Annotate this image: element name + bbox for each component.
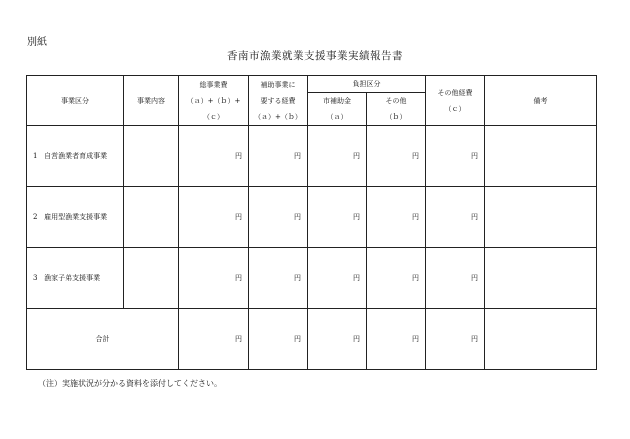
total-row <box>27 309 597 370</box>
row-city-subsidy: 円 <box>308 248 367 309</box>
table-row <box>27 187 597 248</box>
row-other-expense: 円 <box>426 248 485 309</box>
row-content-cell <box>124 248 179 309</box>
header-city-line2: （ａ） <box>326 113 348 121</box>
row-content-cell <box>124 187 179 248</box>
row-subsidy-cost: 円 <box>249 187 308 248</box>
report-table <box>26 75 597 370</box>
row-category: 3 漁家子弟支援事業 <box>27 248 124 309</box>
total-subsidy-cost: 円 <box>249 309 308 370</box>
row-content-cell <box>124 126 179 187</box>
header-other-line2: （ｂ） <box>385 113 407 121</box>
total-other: 円 <box>367 309 426 370</box>
header-other-expense-line2: （ｃ） <box>444 104 466 113</box>
total-label: 合計 <box>27 309 179 370</box>
row-city-subsidy: 円 <box>308 187 367 248</box>
header-subsidy-line3: （ａ）+（ｂ） <box>254 112 302 121</box>
header-total-cost <box>179 76 249 126</box>
header-content: 事業内容 <box>124 76 179 126</box>
header-other <box>367 93 426 126</box>
row-other-expense: 円 <box>426 126 485 187</box>
header-city-line1: 市補助金 <box>323 97 351 105</box>
row-other: 円 <box>367 248 426 309</box>
row-other: 円 <box>367 126 426 187</box>
document-title: 香南市漁業就業支援事業実績報告書 <box>227 50 403 62</box>
header-row-top <box>27 76 597 93</box>
row-total-cost: 円 <box>179 126 249 187</box>
header-other-expense-line1: その他経費 <box>437 88 473 97</box>
footnote: （注）実施状況が分かる資料を添付してください。 <box>38 379 222 388</box>
header-subsidy-line2: 要する経費 <box>260 96 296 105</box>
total-city-subsidy: 円 <box>308 309 367 370</box>
row-total-cost: 円 <box>179 248 249 309</box>
attachment-label: 別紙 <box>27 37 47 48</box>
row-category: 2 雇用型漁業支援事業 <box>27 187 124 248</box>
table-row <box>27 248 597 309</box>
row-other-expense: 円 <box>426 187 485 248</box>
row-subsidy-cost: 円 <box>249 248 308 309</box>
row-subsidy-cost: 円 <box>249 126 308 187</box>
row-remarks-cell <box>485 248 597 309</box>
table-row <box>27 126 597 187</box>
header-remarks: 備考 <box>485 76 597 126</box>
header-total-cost-line1: 総事業費 <box>199 80 228 89</box>
row-remarks-cell <box>485 187 597 248</box>
header-subsidy-line1: 補助事業に <box>260 80 296 89</box>
header-total-cost-line2: （ａ）+（ｂ）+（ｃ） <box>186 96 241 121</box>
header-other-line1: その他 <box>385 97 407 105</box>
header-burden: 負担区分 <box>308 76 426 93</box>
header-other-expense <box>426 76 485 126</box>
row-city-subsidy: 円 <box>308 126 367 187</box>
row-remarks-cell <box>485 126 597 187</box>
row-total-cost: 円 <box>179 187 249 248</box>
total-other-expense: 円 <box>426 309 485 370</box>
row-other: 円 <box>367 187 426 248</box>
header-category: 事業区分 <box>27 76 124 126</box>
total-total-cost: 円 <box>179 309 249 370</box>
header-city-subsidy <box>308 93 367 126</box>
total-remarks-cell <box>485 309 597 370</box>
header-subsidy-cost <box>249 76 308 126</box>
row-category: 1 自営漁業者育成事業 <box>27 126 124 187</box>
